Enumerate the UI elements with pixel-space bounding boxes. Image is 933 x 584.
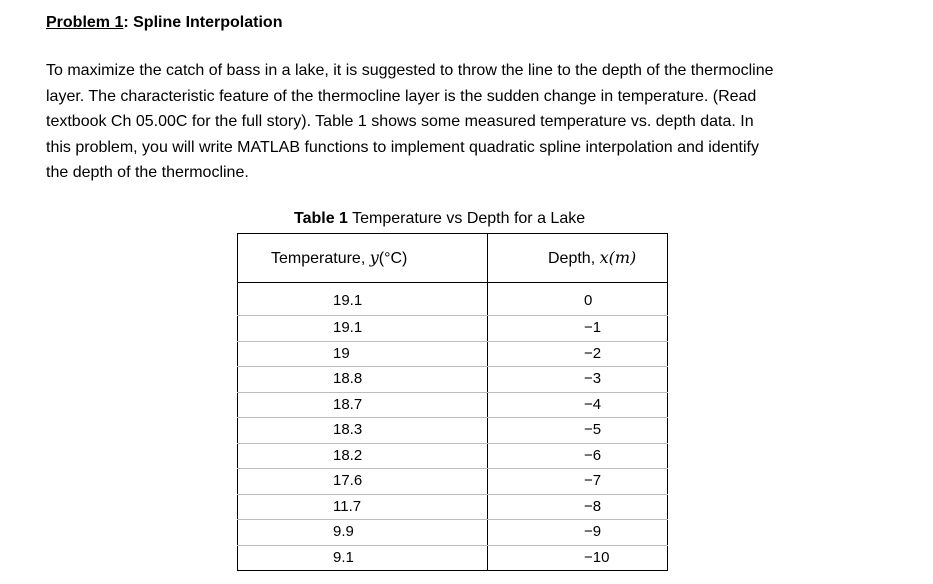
table-row — [238, 418, 668, 444]
paragraph-line: layer. The characteristic feature of the thermocline layer is the sudden change in temperature. (Read — [46, 87, 757, 105]
temperature-cell: 9.1 — [238, 545, 488, 571]
table-row — [238, 494, 668, 520]
temperature-cell: 17.6 — [238, 469, 488, 495]
depth-unit: (m) — [608, 248, 637, 267]
temperature-column-header: Temperature, y(°C) — [238, 234, 488, 283]
temperature-depth-table — [237, 233, 668, 571]
temperature-symbol: y — [369, 248, 379, 267]
temperature-cell: 18.7 — [238, 392, 488, 418]
depth-cell: 0 — [488, 283, 668, 316]
depth-cell: −10 — [488, 545, 668, 571]
table-row — [238, 520, 668, 546]
depth-cell: −9 — [488, 520, 668, 546]
temperature-cell: 18.2 — [238, 443, 488, 469]
depth-cell: −1 — [488, 316, 668, 342]
temperature-unit: (°C) — [378, 250, 408, 267]
temperature-cell: 18.3 — [238, 418, 488, 444]
temperature-cell: 19 — [238, 341, 488, 367]
depth-cell: −2 — [488, 341, 668, 367]
table-caption — [294, 208, 585, 230]
depth-column-header: Depth, x(m) — [488, 234, 668, 283]
table-row — [238, 316, 668, 342]
table-row — [238, 392, 668, 418]
table-header-row — [238, 234, 668, 283]
depth-cell: −8 — [488, 494, 668, 520]
temperature-cell: 11.7 — [238, 494, 488, 520]
paragraph-line: To maximize the catch of bass in a lake, it is suggested to throw the line to the depth of the thermocline — [46, 62, 774, 79]
problem-heading — [46, 12, 282, 34]
table-row — [238, 283, 668, 316]
table-row — [238, 469, 668, 495]
temperature-cell: 18.8 — [238, 367, 488, 393]
depth-cell: −4 — [488, 392, 668, 418]
table-row — [238, 443, 668, 469]
temperature-cell: 9.9 — [238, 520, 488, 546]
table-row — [238, 545, 668, 571]
table-caption-label: Table 1 — [294, 210, 348, 227]
problem-description — [46, 58, 866, 186]
problem-number: Problem 1 — [46, 14, 124, 31]
depth-cell: −3 — [488, 367, 668, 393]
paragraph-line: this problem, you will write MATLAB functions to implement quadratic spline interpolation and identify — [46, 138, 759, 156]
depth-cell: −6 — [488, 443, 668, 469]
depth-symbol: x — [599, 248, 609, 267]
temperature-cell: 19.1 — [238, 283, 488, 316]
table-row — [238, 367, 668, 393]
table-row — [238, 341, 668, 367]
table-caption-text: Temperature vs Depth for a Lake — [347, 210, 586, 227]
paragraph-line: textbook Ch 05.00C for the full story). Table 1 shows some measured temperature vs. depth data. In — [46, 113, 754, 130]
paragraph-line: the depth of the thermocline. — [46, 164, 249, 181]
problem-title: : Spline Interpolation — [123, 14, 283, 31]
depth-cell: −7 — [488, 469, 668, 495]
depth-cell: −5 — [488, 418, 668, 444]
temperature-cell: 19.1 — [238, 316, 488, 342]
